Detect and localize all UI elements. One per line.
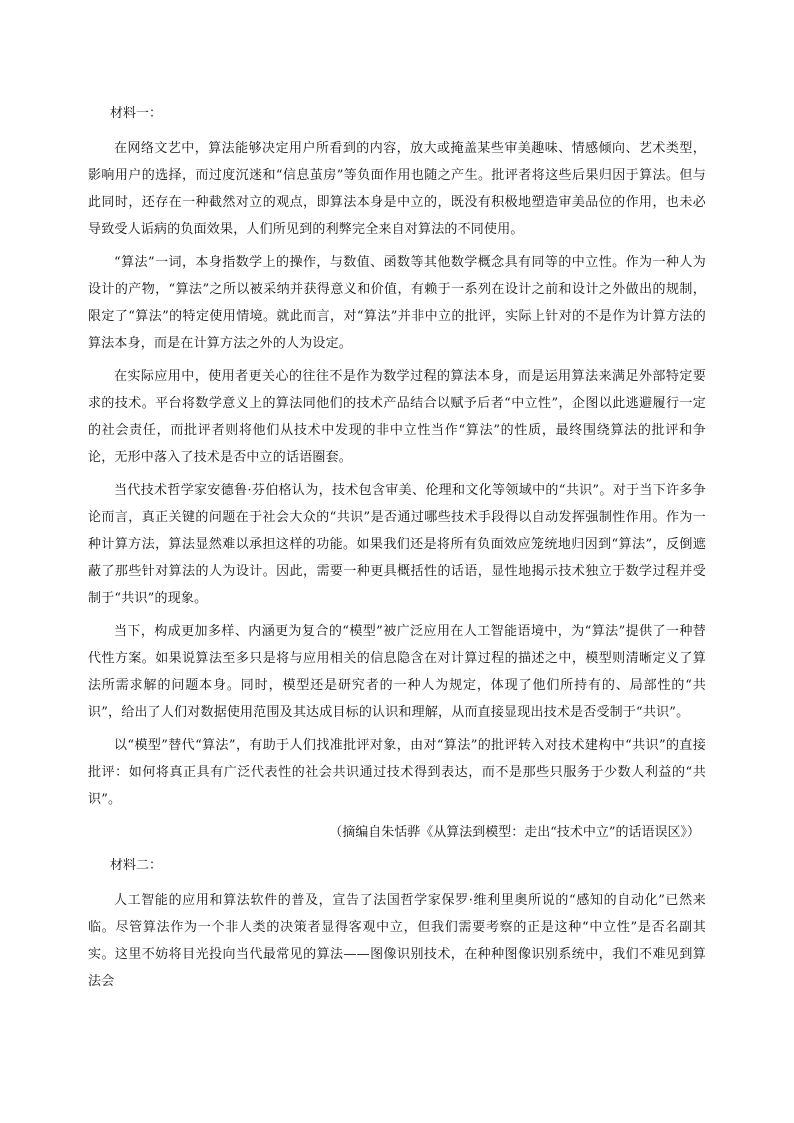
material-one-paragraph-3: 在实际应用中，使用者更关心的往往不是作为数学过程的算法本身，而是运用算法来满足外部特定要求的技术。平台将数学意义上的算法同他们的技术产品结合以赋予后者“中立性”，企图以此逃避履行一定的社会责任，而批评者则将他们从技术中发现的非中立性当作“算法”的性质，最终围绕算法的批评和争论，无形中落入了技术是否中立的话语圈套。: [88, 369, 706, 465]
material-one-source-citation: （摘编自朱恬骅《从算法到模型：走出“技术中立”的话语误区》）: [329, 825, 700, 840]
material-one-paragraph-1: 在网络文艺中，算法能够决定用户所看到的内容，放大或掩盖某些审美趣味、情感倾向、艺术类型，影响用户的选择，而过度沉迷和“信息茧房”等负面作用也随之产生。批评者将这些后果归因于算法。但与此同时，还存在一种截然对立的观点，即算法本身是中立的，既没有积极地塑造审美品位的作用，也未必导致受人诟病的负面效果，人们所见到的利弊完全来自对算法的不同使用。: [88, 141, 706, 237]
material-one-paragraph-6: 以“模型”替代“算法”，有助于人们找准批评对象，由对“算法”的批评转入对技术建构中“共识”的直接批评：如何将真正具有广泛代表性的社会共识通过技术得到表达，而不是那些只服务于少数人利益的“共识”。: [88, 738, 706, 807]
material-one-paragraph-2: “算法”一词，本身指数学上的操作，与数值、函数等其他数学概念具有同等的中立性。作为一种人为设计的产物，“算法”之所以被采纳并获得意义和价值，有赖于一系列在设计之前和设计之外做出的规制，限定了“算法”的特定使用情境。就此而言，对“算法”并非中立的批评，实际上针对的不是作为计算方法的算法本身，而是在计算方法之外的人为设定。: [88, 255, 706, 351]
material-two-paragraph-1: 人工智能的应用和算法软件的普及，宣告了法国哲学家保罗·维利里奥所说的“感知的自动化”已然来临。尽管算法作为一个非人类的决策者显得客观中立，但我们需要考察的正是这种“中立性”是否名副其实。这里不妨将目光投向当代最常见的算法——图像识别技术，在种种图像识别系统中，我们不难见到算法会: [88, 893, 706, 989]
material-two-label: 材料二：: [110, 858, 163, 873]
material-one-paragraph-5: 当下，构成更加多样、内涵更为复合的“模型”被广泛应用在人工智能语境中，为“算法”提供了一种替代性方案。如果说算法至多只是将与应用相关的信息隐含在对计算过程的描述之中，模型则清晰定义了算法所需求解的问题本身。同时，模型还是研究者的一种人为规定，体现了他们所持有的、局部性的“共识”，给出了人们对数据使用范围及其达成目标的认识和理解，从而直接显现出技术是否受制于“共识”。: [88, 624, 706, 720]
material-one-paragraph-4: 当代技术哲学家安德鲁·芬伯格认为，技术包含审美、伦理和文化等领域中的“共识”。对于当下许多争论而言，真正关键的问题在于社会大众的“共识”是否通过哪些技术手段得以自动发挥强制性作用。作为一种计算方法，算法显然难以承担这样的功能。如果我们还是将所有负面效应笼统地归因到“算法”，反倒遮蔽了那些针对算法的人为设计。因此，需要一种更具概括性的话语，显性地揭示技术独立于数学过程并受制于“共识”的现象。: [88, 483, 706, 606]
material-one-label: 材料一：: [110, 106, 163, 121]
